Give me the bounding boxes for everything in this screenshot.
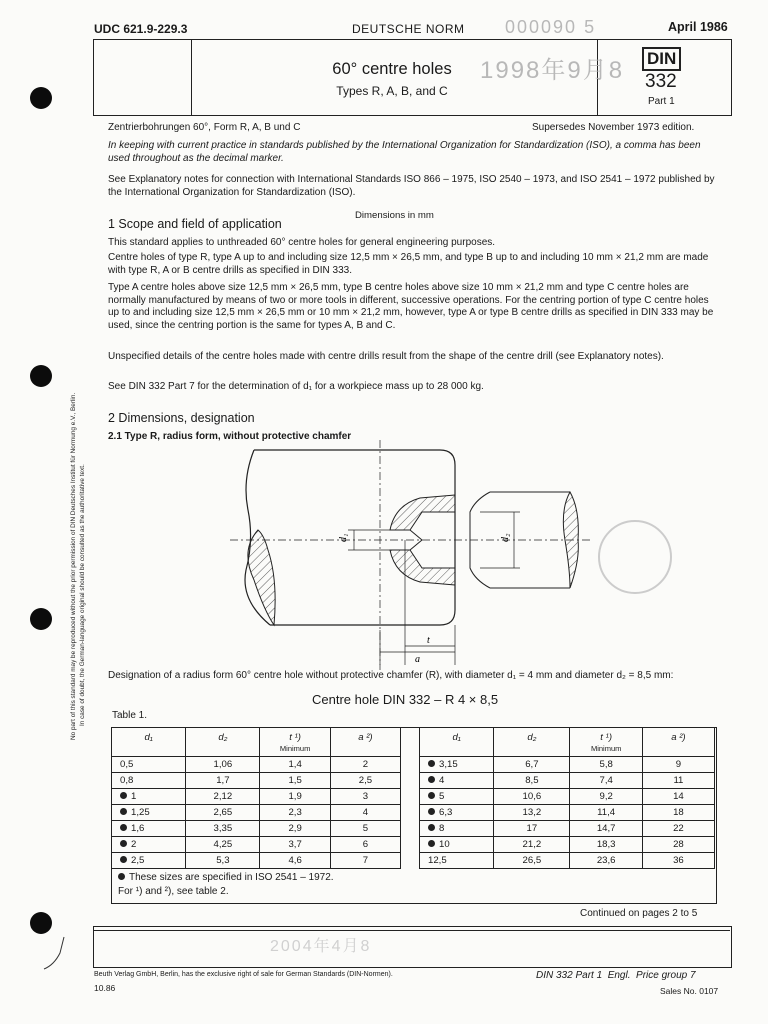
table-row xyxy=(420,805,715,821)
table-cell-d1 xyxy=(112,773,186,789)
cell-value: 4,25 xyxy=(213,839,233,850)
scope-paragraph-1: This standard applies to unthreaded 60° centre holes for general engineering purposes. xyxy=(108,237,496,248)
table-row xyxy=(112,837,401,853)
cell-value: 1,06 xyxy=(213,759,233,770)
table-cell-d2 xyxy=(186,805,260,821)
table-cell-d1 xyxy=(420,757,494,773)
section2-1-heading: 2.1 Type R, radius form, without protective chamfer xyxy=(108,431,352,442)
cell-value: 5,3 xyxy=(216,855,230,866)
table-cell-t xyxy=(260,805,330,821)
scope-paragraph-5: See DIN 332 Part 7 for the determination of d₁ for a workpiece mass up to 28 000 kg. xyxy=(108,381,484,392)
cell-value: 1 xyxy=(131,791,137,802)
table-cell-a xyxy=(330,837,400,853)
cell-value: 9 xyxy=(675,759,682,770)
cell-value: 18 xyxy=(673,807,684,818)
table-row xyxy=(112,757,401,773)
table-left xyxy=(111,727,401,869)
cell-value: 1,4 xyxy=(288,759,302,770)
scope-paragraph-2: Centre holes of type R, type A up to and including size 12,5 mm × 26,5 mm, and type B up to and including 10 mm × 21,2 mm are made with type R, A or B centre drills as specified in DIN 333. xyxy=(108,252,709,276)
cell-value: 0,8 xyxy=(120,775,134,786)
cell-value: 7 xyxy=(362,855,369,866)
cell-value: 5 xyxy=(439,791,445,802)
table-cell-d2 xyxy=(494,837,570,853)
punch-hole-middle xyxy=(30,365,52,387)
cell-value: 6 xyxy=(362,839,369,850)
table-cell-d1 xyxy=(420,837,494,853)
table-cell-d1 xyxy=(420,853,494,869)
iso-decimal-note: In keeping with current practice in standards published by the International Organization for Standardization (ISO), a comma has been used throughout as the decimal marker. xyxy=(108,140,701,164)
table-row xyxy=(420,789,715,805)
table-cell-d1 xyxy=(420,773,494,789)
cell-value: 2,3 xyxy=(288,807,302,818)
table-cell-t xyxy=(570,837,642,853)
stamp-number: 000090 5 xyxy=(505,17,597,37)
table-cell-t xyxy=(570,853,642,869)
udc-number: UDC 621.9-229.3 xyxy=(94,22,188,36)
iso-dot-icon xyxy=(120,808,127,815)
cell-value: 12,5 xyxy=(428,855,447,866)
table-cell-d1 xyxy=(112,837,186,853)
cell-value: 36 xyxy=(673,855,684,866)
table-cell-d2 xyxy=(186,837,260,853)
explanatory-note: See Explanatory notes for connection with International Standards ISO 866 – 1975, ISO 2540 – 1973, and ISO 2541 – 1972 published by the International Organization for Standardization (ISO). xyxy=(108,174,715,198)
cell-value: 7,4 xyxy=(599,775,613,786)
table-right xyxy=(419,727,715,869)
scope-paragraph-4: Unspecified details of the centre holes made with centre drills result from the shape of the centre drill (see Explanatory notes). xyxy=(108,351,664,362)
document-title: 60° centre holes xyxy=(332,60,452,78)
drawing-label-d2: d₂ xyxy=(500,533,511,542)
table-cell-d2 xyxy=(186,853,260,869)
pen-mark xyxy=(40,935,70,975)
german-title: Zentrierbohrungen 60°, Form R, A, B und C xyxy=(108,122,301,133)
table-cell-a xyxy=(642,837,714,853)
cell-value: 4 xyxy=(439,775,445,786)
header-t-label: t ¹) xyxy=(289,732,301,743)
iso-dot-icon xyxy=(428,760,435,767)
header-d2: d₂ xyxy=(186,728,260,757)
cell-value: 22 xyxy=(673,823,684,834)
table-cell-t xyxy=(260,757,330,773)
table-cell-d2 xyxy=(186,757,260,773)
table-row xyxy=(420,757,715,773)
table-footnote-refs: For ¹) and ²), see table 2. xyxy=(118,886,229,897)
cell-value: 2,9 xyxy=(288,823,302,834)
cell-value: 6,7 xyxy=(525,759,539,770)
received-date-stamp: 1998年9月8 xyxy=(480,57,625,84)
cell-value: 11,4 xyxy=(597,807,616,818)
table-cell-a xyxy=(330,789,400,805)
table-cell-a xyxy=(642,789,714,805)
cell-value: 14 xyxy=(673,791,684,802)
table-footnote-iso xyxy=(118,872,334,885)
punch-hole-bottom xyxy=(30,912,52,934)
iso-dot-icon xyxy=(428,792,435,799)
cell-value: 10,6 xyxy=(522,791,542,802)
table-cell-a xyxy=(642,821,714,837)
table-row xyxy=(112,821,401,837)
bottom-box-inner-line xyxy=(93,930,730,931)
cell-value: 2 xyxy=(362,759,369,770)
table-cell-d1 xyxy=(112,757,186,773)
table-label: Table 1. xyxy=(112,710,148,721)
table-cell-t xyxy=(260,853,330,869)
cell-value: 13,2 xyxy=(522,807,542,818)
table-cell-d1 xyxy=(112,789,186,805)
iso-dot-icon xyxy=(428,824,435,831)
cell-value: 1,9 xyxy=(288,791,302,802)
table-cell-t xyxy=(260,837,330,853)
table-cell-t xyxy=(260,821,330,837)
din-part: Part 1 xyxy=(648,96,675,107)
iso-dot-icon xyxy=(120,824,127,831)
cell-value: 2,5 xyxy=(358,775,373,786)
cell-value: 3,35 xyxy=(213,823,233,834)
table-cell-d2 xyxy=(494,789,570,805)
table-cell-a xyxy=(642,805,714,821)
table-row xyxy=(420,821,715,837)
cell-value: 8,5 xyxy=(525,775,539,786)
publisher-note: Beuth Verlag GmbH, Berlin, has the exclusive right of sale for German Standards (DIN-Normen). xyxy=(94,971,393,978)
table-cell-t xyxy=(570,789,642,805)
din-logo: DIN xyxy=(642,47,681,71)
drawing-label-a: a xyxy=(415,654,420,665)
table-right-header xyxy=(420,728,715,757)
workpiece-section-left xyxy=(248,530,275,625)
footnote-iso-text: These sizes are specified in ISO 2541 – 1972. xyxy=(129,872,334,883)
supersedes-note: Supersedes November 1973 edition. xyxy=(532,122,695,133)
table-cell-t xyxy=(570,805,642,821)
cell-value: 14,7 xyxy=(596,823,616,834)
header-t xyxy=(570,728,642,757)
table-cell-a xyxy=(330,853,400,869)
table-cell-t xyxy=(570,821,642,837)
table-cell-d2 xyxy=(494,821,570,837)
table-cell-a xyxy=(642,757,714,773)
table-cell-d1 xyxy=(420,805,494,821)
iso-dot-icon xyxy=(118,873,125,880)
table-cell-a xyxy=(642,773,714,789)
header-d1: d₁ xyxy=(112,728,186,757)
cell-value: 1,6 xyxy=(131,823,145,834)
table-cell-a xyxy=(330,805,400,821)
cell-value: 11 xyxy=(673,775,684,786)
cell-value: 1,5 xyxy=(288,775,302,786)
header-a: a ²) xyxy=(330,728,400,757)
issue-date: April 1986 xyxy=(668,20,728,34)
table-row xyxy=(112,853,401,869)
centre-hole-section-bottom xyxy=(390,550,455,585)
iso-dot-icon xyxy=(120,792,127,799)
cell-value: 2,5 xyxy=(131,855,145,866)
table-cell-t xyxy=(570,773,642,789)
table-cell-d2 xyxy=(494,805,570,821)
iso-dot-icon xyxy=(428,776,435,783)
iso-dot-icon xyxy=(120,840,127,847)
table-cell-d1 xyxy=(112,805,186,821)
table-cell-t xyxy=(260,773,330,789)
din-number: 332 xyxy=(645,71,677,92)
cell-value: 1,7 xyxy=(216,775,230,786)
header-t-minimum: Minimum xyxy=(279,744,311,753)
cell-value: 3,7 xyxy=(288,839,302,850)
table-cell-a xyxy=(330,821,400,837)
section1-heading: 1 Scope and field of application xyxy=(108,217,282,231)
cell-value: 23,6 xyxy=(596,855,616,866)
table-left-header xyxy=(112,728,401,757)
table-cell-d1 xyxy=(112,853,186,869)
table-row xyxy=(420,837,715,853)
cell-value: 3,15 xyxy=(439,759,458,770)
footer-reference: DIN 332 Part 1 Engl. Price group 7 xyxy=(536,970,696,981)
table-row xyxy=(112,789,401,805)
cell-value: 2,12 xyxy=(213,791,233,802)
cell-value: 4,6 xyxy=(288,855,302,866)
header-t-minimum: Minimum xyxy=(590,744,622,753)
designation-text: Designation of a radius form 60° centre hole without protective chamfer (R), with diameter d₁ = 4 mm and diameter d₂ = 8,5 mm: xyxy=(108,670,674,681)
cell-value: 2,65 xyxy=(213,807,233,818)
cell-value: 5,8 xyxy=(599,759,613,770)
table-cell-t xyxy=(570,757,642,773)
bottom-box xyxy=(93,926,732,968)
cell-value: 10 xyxy=(439,839,450,850)
side-notice: No part of this standard may be reproduced without the prior permission of DIN Deutsches Institut für Normung e.V., Berlin. In case of doubt, the German-language original should be consulted as the authoritative text. xyxy=(70,392,86,740)
punch-hole-lower xyxy=(30,608,52,630)
cell-value: 17 xyxy=(526,823,538,834)
table-cell-a xyxy=(330,757,400,773)
table-cell-d2 xyxy=(186,789,260,805)
cell-value: 3 xyxy=(362,791,369,802)
punch-hole-top xyxy=(30,87,52,109)
table-cell-t xyxy=(260,789,330,805)
header-t xyxy=(260,728,330,757)
cell-value: 26,5 xyxy=(522,855,542,866)
iso-dot-icon xyxy=(428,808,435,815)
centre-hole-section-top xyxy=(390,495,455,530)
table-cell-d1 xyxy=(420,821,494,837)
header-a: a ²) xyxy=(642,728,714,757)
cell-value: 2 xyxy=(131,839,137,850)
document-subtitle: Types R, A, B, and C xyxy=(336,84,448,98)
table-cell-d1 xyxy=(112,821,186,837)
cell-value: 21,2 xyxy=(522,839,542,850)
header-d1: d₁ xyxy=(420,728,494,757)
designation-code: Centre hole DIN 332 – R 4 × 8,5 xyxy=(312,692,499,707)
continued-note: Continued on pages 2 to 5 xyxy=(580,908,698,919)
round-seal-stamp xyxy=(598,520,672,594)
header-t-label: t ¹) xyxy=(600,732,613,743)
scope-paragraph-3: Type A centre holes above size 12,5 mm × 26,5 mm, type B centre holes above size 10 mm × 21,2 mm and type C centre holes are normally manufactured by means of two or more tools in different, successive operations. For the centring portion of type C centre holes up to and including size 12,5 mm × 26,5 mm or 10 mm × 21,2 mm, however, type A or type B centre drills as specified in DIN 333 may be used, since the centring portion is the same for types A, B and C. xyxy=(108,282,714,331)
cell-value: 28 xyxy=(673,839,684,850)
cell-value: 6,3 xyxy=(439,807,453,818)
table-cell-a xyxy=(642,853,714,869)
header-d2: d₂ xyxy=(494,728,570,757)
table-cell-a xyxy=(330,773,400,789)
cell-value: 5 xyxy=(362,823,369,834)
drawing-label-t: t xyxy=(427,635,430,646)
cell-value: 1,25 xyxy=(131,807,150,818)
cell-value: 0,5 xyxy=(120,759,134,770)
cell-value: 18,3 xyxy=(596,839,616,850)
table-cell-d1 xyxy=(420,789,494,805)
table-cell-d2 xyxy=(494,853,570,869)
cell-value: 4 xyxy=(362,807,369,818)
table-row xyxy=(112,773,401,789)
norm-label: DEUTSCHE NORM xyxy=(352,22,465,36)
table-cell-d2 xyxy=(186,773,260,789)
table-cell-d2 xyxy=(494,773,570,789)
sales-number: Sales No. 0107 xyxy=(660,986,719,996)
drawing-label-d1: d₁ xyxy=(338,533,349,542)
iso-dot-icon xyxy=(120,856,127,863)
dimensions-note: Dimensions in mm xyxy=(355,210,434,221)
iso-dot-icon xyxy=(428,840,435,847)
table-row xyxy=(112,805,401,821)
table-cell-d2 xyxy=(494,757,570,773)
table-cell-d2 xyxy=(186,821,260,837)
cell-value: 8 xyxy=(439,823,445,834)
centre-hole-drawing xyxy=(230,440,590,672)
table-row xyxy=(420,853,715,869)
faint-stamp: 2004年4月8 xyxy=(270,938,372,955)
section2-heading: 2 Dimensions, designation xyxy=(108,411,255,425)
table-row xyxy=(420,773,715,789)
workpiece-body xyxy=(245,450,455,625)
footer-date-code: 10.86 xyxy=(94,983,116,993)
cell-value: 9,2 xyxy=(599,791,613,802)
